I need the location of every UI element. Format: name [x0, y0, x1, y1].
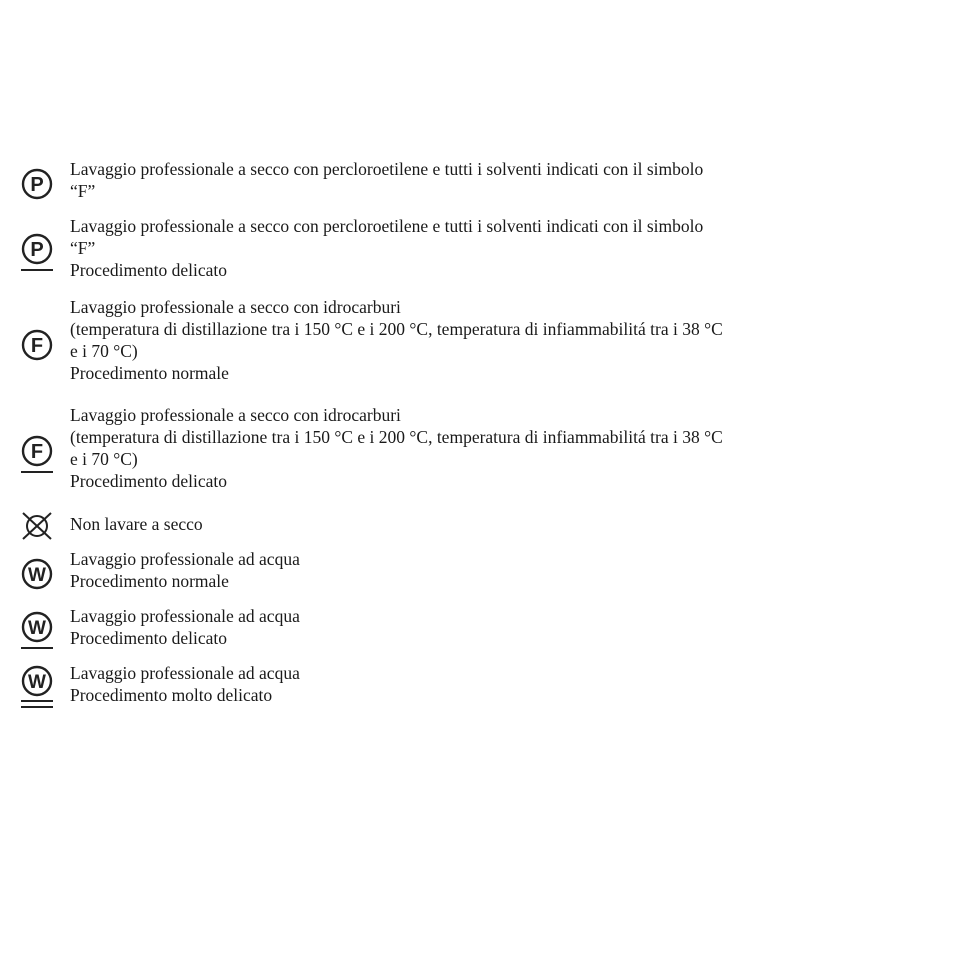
care-label-entry	[20, 404, 940, 504]
entry-text-line: Lavaggio professionale ad acqua	[70, 549, 300, 569]
svg-text:W: W	[28, 618, 46, 639]
entry-text-line: Lavaggio professionale a secco con idrocarburi	[70, 297, 401, 317]
care-label-entry	[20, 513, 940, 539]
care-label-entry	[20, 296, 940, 396]
dry-clean-p-gentle-icon	[20, 232, 64, 276]
wet-clean-w-gentle-icon	[20, 610, 64, 654]
entry-text-line: Procedimento normale	[70, 363, 229, 383]
entry-text	[70, 548, 930, 592]
entry-text	[70, 158, 930, 202]
entry-text	[70, 296, 930, 384]
entry-text-line: Procedimento molto delicato	[70, 685, 273, 705]
entry-text-line: Lavaggio professionale ad acqua	[70, 663, 300, 683]
svg-text:W: W	[28, 565, 46, 586]
care-label-entry	[20, 215, 940, 281]
entry-text	[70, 662, 930, 706]
entry-text	[70, 404, 930, 492]
entry-text-line: Lavaggio professionale a secco con idrocarburi	[70, 405, 401, 425]
entry-text-line: Non lavare a secco	[70, 514, 203, 534]
entry-text-line: Procedimento normale	[70, 571, 229, 591]
care-label-entry	[20, 158, 940, 202]
entry-text-line: Lavaggio professionale a secco con percloroetilene e tutti i solventi indicati con il simbolo	[70, 216, 704, 236]
entry-text-line: Procedimento delicato	[70, 628, 227, 648]
entry-text	[70, 513, 930, 535]
entry-text-line: Procedimento delicato	[70, 471, 227, 491]
do-not-dry-clean-icon	[20, 512, 64, 540]
entry-text-line: “F”	[70, 238, 96, 258]
care-label-entry	[20, 605, 940, 649]
svg-text:F: F	[30, 441, 44, 463]
entry-text	[70, 605, 930, 649]
entry-text-line: e i 70 °C)	[70, 341, 138, 361]
dry-clean-p-icon	[20, 167, 64, 201]
svg-text:W: W	[28, 672, 46, 693]
entry-text-line: e i 70 °C)	[70, 449, 138, 469]
entry-text-line: (temperatura di distillazione tra i 150 °C e i 200 °C, temperatura di infiammabilitá tra i 38 °C	[70, 319, 723, 339]
svg-text:P: P	[30, 239, 44, 261]
entry-text-line: Procedimento delicato	[70, 260, 227, 280]
entry-text-line: Lavaggio professionale ad acqua	[70, 606, 300, 626]
svg-text:P: P	[30, 174, 44, 196]
dry-clean-f-gentle-icon	[20, 434, 64, 478]
entry-text-line: (temperatura di distillazione tra i 150 °C e i 200 °C, temperatura di infiammabilitá tra i 38 °C	[70, 427, 723, 447]
care-label-entry	[20, 548, 940, 592]
entry-text-line: Lavaggio professionale a secco con percloroetilene e tutti i solventi indicati con il simbolo	[70, 159, 704, 179]
wet-clean-w-very-gentle-icon	[20, 664, 64, 714]
entry-text-line: “F”	[70, 181, 96, 201]
svg-text:F: F	[30, 335, 44, 357]
care-label-entry	[20, 662, 940, 712]
dry-clean-f-icon	[20, 328, 64, 362]
wet-clean-w-icon	[20, 557, 64, 591]
entry-text	[70, 215, 930, 281]
